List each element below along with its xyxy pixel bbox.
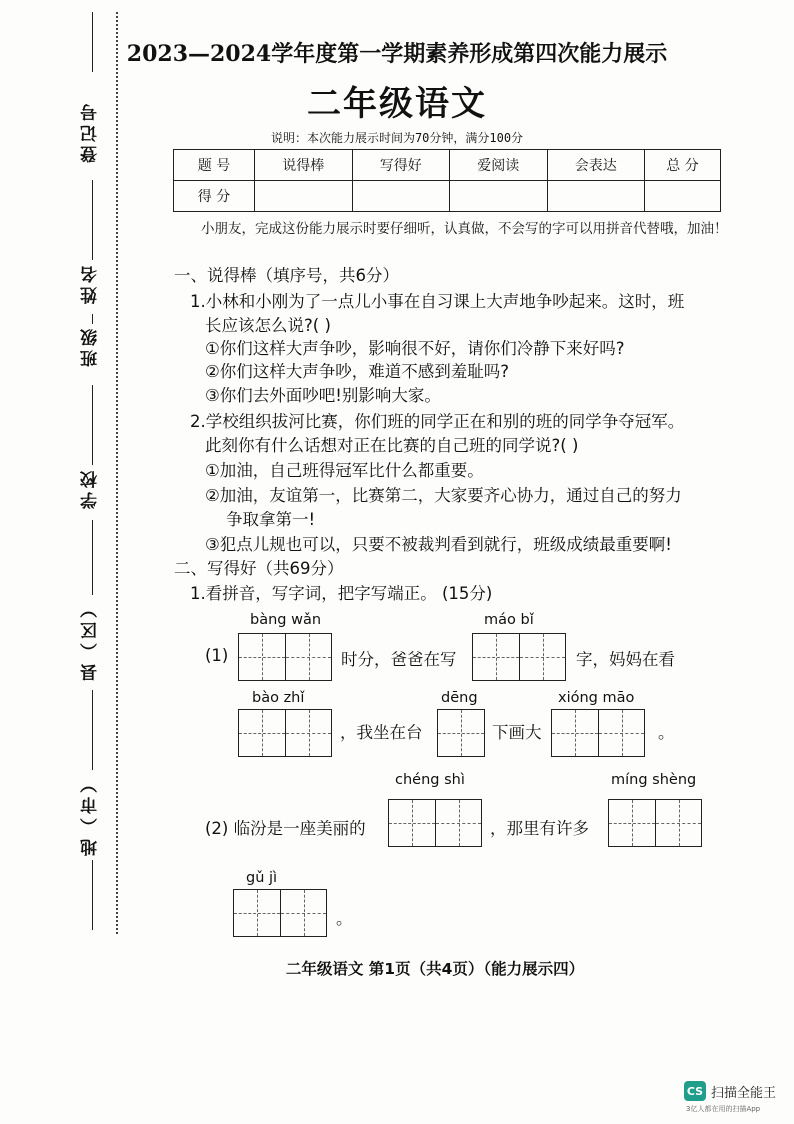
writing-grid-mingsheng[interactable] — [608, 799, 702, 847]
pinyin-bangwan: bàng wǎn — [250, 612, 322, 628]
field-label-class: 班级 — [81, 325, 101, 367]
text-segment: 。 — [336, 909, 353, 928]
char-box[interactable] — [285, 634, 331, 680]
pinyin-baozhi: bào zhǐ — [252, 690, 305, 706]
writing-grid-chengshi[interactable] — [388, 799, 482, 847]
exam-subtitle: 二年级语文 — [307, 84, 487, 124]
char-box[interactable] — [519, 634, 565, 680]
field-rule — [92, 860, 93, 930]
char-box[interactable] — [473, 634, 519, 680]
scanner-watermark — [684, 1081, 776, 1101]
writing-grid-deng[interactable] — [437, 709, 485, 757]
q1-option-3: ③你们去外面吵吧!别影响大家。 — [205, 386, 441, 405]
camscanner-logo-icon: CS — [684, 1081, 706, 1101]
field-label-county: 县（区） — [81, 597, 101, 681]
field-rule — [92, 180, 93, 260]
char-box[interactable] — [234, 890, 280, 936]
q2-line2: 此刻你有什么话想对正在比赛的自己班的同学说?( ) — [205, 436, 579, 455]
score-blank-cell[interactable] — [352, 181, 450, 212]
field-label-city: 地（市） — [81, 772, 101, 856]
text-segment: 时分，爸爸在写 — [341, 650, 457, 669]
char-box[interactable] — [239, 710, 285, 756]
pinyin-guji: gǔ jì — [246, 870, 278, 886]
char-box[interactable] — [655, 800, 701, 846]
q1-option-1: ①你们这样大声争吵，影响很不好，请你们冷静下来好吗? — [205, 339, 625, 358]
part1-label: (1) — [205, 646, 229, 665]
field-label-school: 学校 — [81, 467, 101, 509]
char-box[interactable] — [285, 710, 331, 756]
q2-option-1: ①加油，自己班得冠军比什么都重要。 — [205, 461, 484, 480]
pinyin-mingsheng: míng shèng — [611, 772, 697, 788]
char-box[interactable] — [552, 710, 598, 756]
char-box[interactable] — [598, 710, 644, 756]
score-header-cell: 题 号 — [174, 150, 255, 181]
q2-option-3: ③犯点儿规也可以，只要不被裁判看到就行，班级成绩最重要啊! — [205, 535, 672, 554]
field-rule — [92, 690, 93, 770]
part2-label: (2) 临汾是一座美丽的 — [205, 819, 366, 838]
q2-option-2: ②加油，友谊第一，比赛第二，大家要齐心协力，通过自己的努力 — [205, 486, 682, 505]
s2-q1: 1.看拼音，写字词，把字写端正。 (15分) — [190, 584, 493, 603]
q1-option-2: ②你们这样大声争吵，难道不感到羞耻吗? — [205, 362, 510, 381]
score-table-header-row — [174, 150, 721, 181]
pinyin-deng: dēng — [441, 690, 478, 706]
pinyin-maobi: máo bǐ — [484, 612, 534, 628]
writing-grid-maobi[interactable] — [472, 633, 566, 681]
field-label-registration: 登记号 — [81, 100, 101, 163]
char-box[interactable] — [438, 710, 484, 756]
char-box[interactable] — [435, 800, 481, 846]
writing-grid-baozhi[interactable] — [238, 709, 332, 757]
char-box[interactable] — [280, 890, 326, 936]
score-header-cell: 总 分 — [645, 150, 721, 181]
score-blank-cell[interactable] — [255, 181, 353, 212]
score-blank-cell[interactable] — [450, 181, 548, 212]
intro-text: 小朋友，完成这份能力展示时要仔细听，认真做，不会写的字可以用拼音代替哦，加油！ — [201, 221, 728, 237]
scanner-app-name: 扫描全能王 — [711, 1085, 777, 1101]
writing-grid-guji[interactable] — [233, 889, 327, 937]
score-table — [173, 149, 721, 212]
pinyin-chengshi: chéng shì — [395, 772, 465, 788]
score-header-cell: 爱阅读 — [450, 150, 548, 181]
char-box[interactable] — [609, 800, 655, 846]
section2-heading: 二、写得好（共69分） — [174, 559, 344, 578]
score-header-cell: 说得棒 — [255, 150, 353, 181]
pinyin-xiongmao: xióng māo — [558, 690, 635, 706]
scanner-tagline: 3亿人都在用的扫描App — [686, 1105, 761, 1113]
field-rule — [92, 385, 93, 465]
exam-note: 说明：本次能力展示时间为70分钟，满分100分 — [270, 131, 524, 145]
q1-line1: 1.小林和小刚为了一点儿小事在自习课上大声地争吵起来。这时，班 — [190, 292, 685, 311]
field-rule — [92, 314, 93, 324]
text-segment: ，我坐在台 — [340, 723, 423, 742]
text-segment: 下画大 — [492, 723, 542, 742]
score-blank-cell[interactable] — [547, 181, 645, 212]
writing-grid-xiongmao[interactable] — [551, 709, 645, 757]
q1-line2: 长应该怎么说?( ) — [205, 316, 331, 335]
text-segment: 字，妈妈在看 — [576, 650, 675, 669]
score-row-label: 得 分 — [174, 181, 255, 212]
text-segment: 。 — [658, 723, 675, 742]
q2-line1: 2.学校组织拔河比赛，你们班的同学正在和别的班的同学争夺冠军。 — [190, 412, 685, 431]
writing-grid-bangwan[interactable] — [238, 633, 332, 681]
page-footer: 二年级语文 第1页（共4页）（能力展示四） — [285, 960, 585, 978]
field-label-name: 姓名 — [81, 262, 101, 304]
binding-dotted-line — [116, 12, 118, 934]
q2-option-2-cont: 争取拿第一! — [226, 510, 316, 529]
field-rule — [92, 520, 93, 595]
section1-heading: 一、说得棒（填序号，共6分） — [174, 266, 399, 285]
score-blank-cell[interactable] — [645, 181, 721, 212]
exam-title: 2023—2024学年度第一学期素养形成第四次能力展示 — [126, 41, 668, 67]
score-header-cell: 写得好 — [352, 150, 450, 181]
text-segment: ，那里有许多 — [490, 819, 589, 838]
score-table-score-row — [174, 181, 721, 212]
char-box[interactable] — [239, 634, 285, 680]
score-header-cell: 会表达 — [547, 150, 645, 181]
char-box[interactable] — [389, 800, 435, 846]
